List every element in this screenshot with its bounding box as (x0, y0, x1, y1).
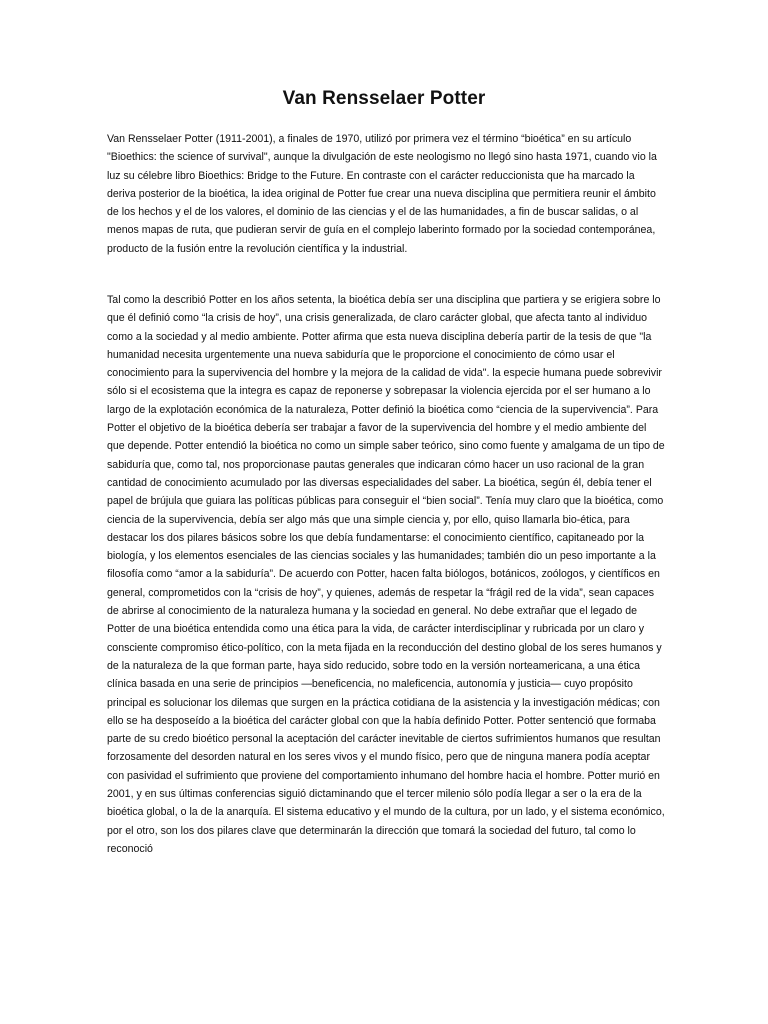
page-title: Van Rensselaer Potter (282, 88, 486, 109)
paragraph-1: Van Rensselaer Potter (1911-2001), a finales de 1970, utilizó por primera vez el término “bioética” en su artículo "Bioethics: the science of survival", aunque la divulgación de este neologismo no llegó sino hasta 1971, cuando vio la luz su célebre libro Bioethics: Bridge to the Future. En contraste con el carácter reduccionista que ha marcado la deriva posterior de la bioética, la idea original de Potter fue crear una nueva disciplina que permitiera reunir el ámbito de los hechos y el de los valores, el dominio de las ciencias y el de las humanidades, a fin de buscar salidas, o al menos mapas de ruta, que pudieran servir de guía en el complejo laberinto formado por la sociedad contemporánea, producto de la fusión entre la revolución científica y la industrial. (107, 133, 657, 255)
paragraph-2: Tal como la describió Potter en los años setenta, la bioética debía ser una disciplina que partiera y se erigiera sobre lo que él definió como “la crisis de hoy”, una crisis generalizada, de claro carácter global, que afecta tanto al individuo como a la sociedad y al medio ambiente. Potter afirma que esta nueva disciplina debería partir de la tesis de que "la humanidad necesita urgentemente una nueva sabiduría que le proporcione el conocimiento de cómo usar el conocimiento para la supervivencia del hombre y la mejora de la calidad de vida". la especie humana puede sobrevivir sólo si el ecosistema que la integra es capaz de reponerse y sobrepasar la violencia ejercida por el ser humano a lo largo de la explotación económica de la naturaleza, Potter definió la bioética como “ciencia de la supervivencia”. Para Potter el objetivo de la bioética debería ser trabajar a favor de la supervivencia del hombre y el medio ambiente del que depende. Potter entendió la bioética no como un simple saber teórico, sino como fuente y amalgama de un tipo de sabiduría que, como tal, nos proporcionase pautas generales que indicaran cómo hacer un uso racional de la gran cantidad de conocimiento acumulado por las diversas especialidades del saber. La bioética, según él, debía tener el papel de brújula que guiara las políticas públicas para conseguir el “bien social”. Tenía muy claro que la bioética, como ciencia de la supervivencia, debía ser algo más que una simple ciencia y, por ello, quiso llamarla bio-ética, para destacar los dos pilares básicos sobre los que debía fundamentarse: el conocimiento científico, capitaneado por la biología, y los elementos esenciales de las ciencias sociales y las humanidades; también dio un peso importante a la filosofía como “amor a la sabiduría”. De acuerdo con Potter, hacen falta biólogos, botánicos, zoólogos, y científicos en general, comprometidos con la “crisis de hoy”, y quienes, además de respetar la “frágil red de la vida”, sean capaces de abrirse al conocimiento de la naturaleza humana y la sociedad en general. No debe extrañar que el legado de Potter de una bioética entendida como una ética para la vida, de carácter interdisciplinar y rubricada por un claro y consciente compromiso ético-político, con la meta fijada en la reconducción del destino global de los seres humanos y de la naturaleza de la que forman parte, haya sido reducido, sobre todo en la versión norteamericana, a una ética clínica basada en una serie de principios —beneficencia, no maleficencia, autonomía y justicia— cuyo propósito principal es solucionar los dilemas que surgen en la práctica cotidiana de la asistencia y la investigación médicas; con ello se ha desposeído a la bioética del carácter global con que la había definido Potter. Potter sentenció que formaba parte de su credo bioético personal la aceptación del carácter inevitable de ciertos sufrimientos humanos que resultan forzosamente del desorden natural en los seres vivos y el mundo físico, pero que de ninguna manera podía aceptar con pasividad el sufrimiento que proviene del comportamiento inhumano del hombre hacia el hombre. Potter murió en 2001, y en sus últimas conferencias siguió dictaminando que el tercer milenio sólo podía llegar a ser o la era de la bioética global, o la de la anarquía. El sistema educativo y el mundo de la cultura, por un lado, y el sistema económico, por el otro, son los dos pilares clave que determinarán la dirección que tomará la sociedad del futuro, tal como lo reconoció (107, 294, 665, 855)
